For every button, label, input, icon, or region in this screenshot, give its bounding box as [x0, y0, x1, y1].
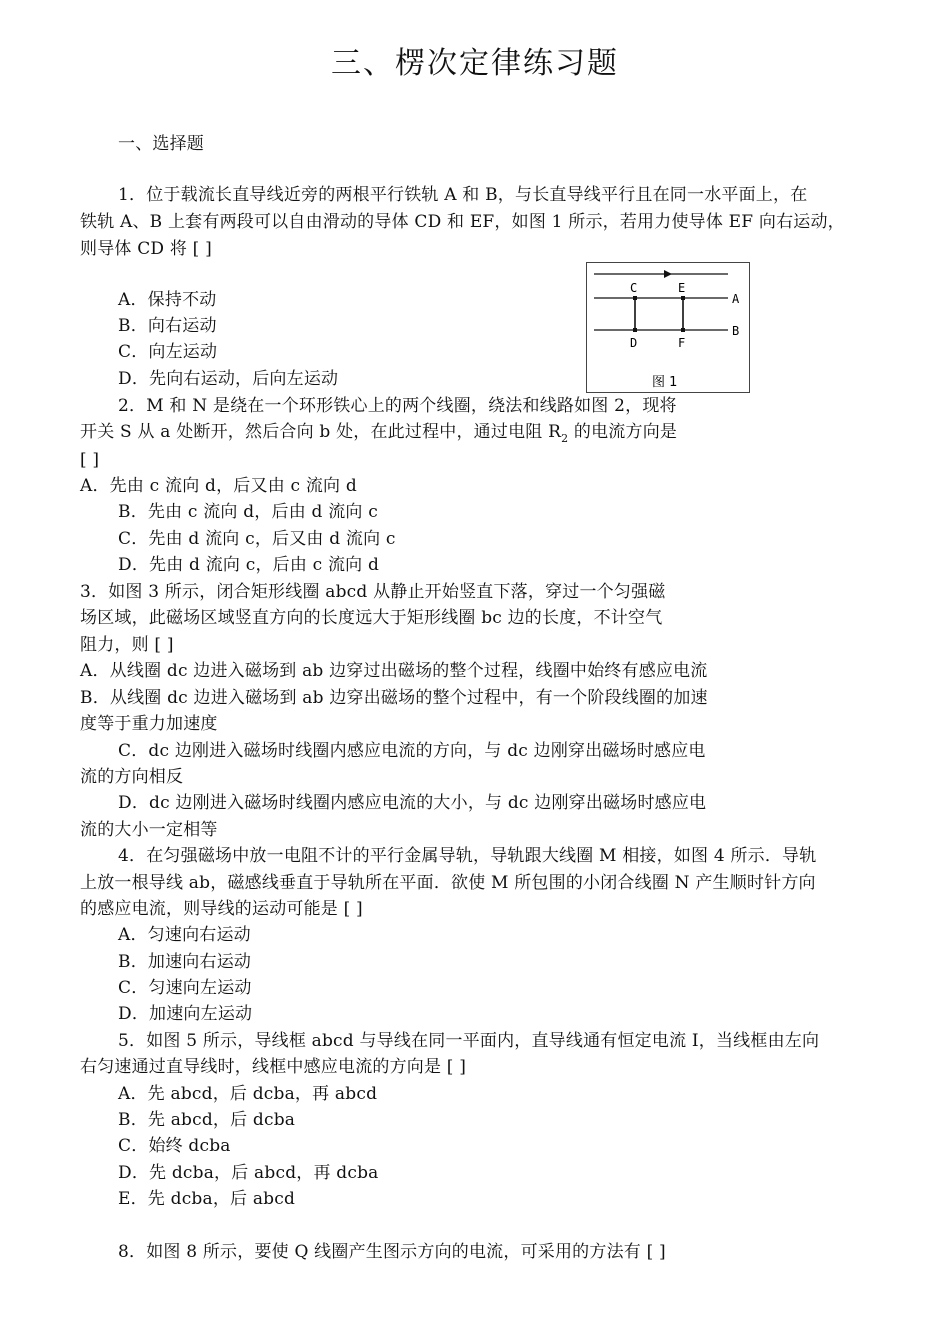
- q3-line-3: 阻力，则 [ ]: [80, 635, 174, 655]
- label-c: C: [630, 281, 638, 295]
- q3-option-c-line-2: 流的方向相反: [80, 767, 184, 787]
- point-c-mark: [633, 296, 637, 300]
- q3-option-b-line-1: B．从线圈 dc 边进入磁场到 ab 边穿出磁场的整个过程中，有一个阶段线圈的加速: [80, 688, 708, 708]
- q2-option-c: C．先由 d 流向 c，后又由 d 流向 c: [118, 529, 396, 549]
- q1-line-1: 1．位于载流长直导线近旁的两根平行铁轨 A 和 B，与长直导线平行且在同一水平面上，在: [118, 185, 808, 205]
- point-e-mark: [681, 296, 685, 300]
- q5-option-b: B．先 abcd，后 dcba: [118, 1110, 296, 1130]
- q3-line-1: 3．如图 3 所示，闭合矩形线圈 abcd 从静止开始竖直下落，穿过一个匀强磁: [80, 582, 666, 602]
- q1-line-3: 则导体 CD 将 [ ]: [80, 239, 212, 259]
- q8-line-1: 8．如图 8 所示，要使 Q 线圈产生图示方向的电流，可采用的方法有 [ ]: [118, 1242, 666, 1262]
- q2-option-b: B．先由 c 流向 d，后由 d 流向 c: [118, 502, 378, 522]
- figure-1-diagram: [586, 262, 750, 393]
- label-b: B: [732, 324, 740, 338]
- q2-r-subscript: 2: [561, 432, 569, 445]
- q5-option-c: C．始终 dcba: [118, 1136, 231, 1156]
- q2-line-2: 开关 S 从 a 处断开，然后合向 b 处，在此过程中，通过电阻 $R_2$ 的电流方向是: [80, 422, 678, 445]
- label-f: F: [678, 336, 686, 350]
- q3-option-c-line-1: C．dc 边刚进入磁场时线圈内感应电流的方向，与 dc 边刚穿出磁场时感应电: [118, 741, 706, 761]
- q3-option-d-line-1: D．dc 边刚进入磁场时线圈内感应电流的大小，与 dc 边刚穿出磁场时感应电: [118, 793, 707, 813]
- q3-option-d-line-2: 流的大小一定相等: [80, 820, 218, 840]
- q5-option-d: D．先 dcba，后 abcd，再 dcba: [118, 1163, 379, 1183]
- q1-option-c: C．向左运动: [118, 342, 218, 362]
- q5-line-2: 右匀速通过直导线时，线框中感应电流的方向是 [ ]: [80, 1057, 467, 1077]
- q4-option-d: D．加速向左运动: [118, 1004, 253, 1024]
- q1-line-2: 铁轨 A、B 上套有两段可以自由滑动的导体 CD 和 EF，如图 1 所示，若用力使导体 EF 向右运动，: [80, 212, 845, 232]
- label-e: E: [678, 281, 686, 295]
- current-arrow: [664, 270, 672, 278]
- q2-line-1: 2．M 和 N 是绕在一个环形铁心上的两个线圈，绕法和线路如图 2，现将: [118, 396, 677, 416]
- q4-line-1: 4．在匀强磁场中放一电阻不计的平行金属导轨，导轨跟大线圈 M 相接，如图 4 所示．导轨: [118, 846, 817, 866]
- figure-1-border: [587, 263, 750, 393]
- q2-line-3: [ ]: [80, 450, 100, 470]
- q5-option-a: A．先 abcd，后 dcba，再 abcd: [118, 1084, 378, 1104]
- point-f-mark: [681, 328, 685, 332]
- q2-option-d: D．先由 d 流向 c，后由 c 流向 d: [118, 555, 380, 575]
- section-heading: 一、选择题: [118, 134, 204, 154]
- q4-line-2: 上放一根导线 ab，磁感线垂直于导轨所在平面．欲使 M 所包围的小闭合线圈 N 产生顺时针方向: [80, 873, 816, 893]
- label-a: A: [732, 292, 740, 306]
- q4-line-3: 的感应电流，则导线的运动可能是 [ ]: [80, 899, 363, 919]
- page-title: 三、楞次定律练习题: [331, 46, 619, 81]
- q5-option-e: E．先 dcba，后 abcd: [118, 1189, 296, 1209]
- q3-option-a: A．从线圈 dc 边进入磁场到 ab 边穿过出磁场的整个过程，线圈中始终有感应电流: [80, 661, 708, 681]
- q1-option-b: B．向右运动: [118, 316, 217, 336]
- q1-option-d: D．先向右运动，后向左运动: [118, 369, 339, 389]
- q1-option-a: A．保持不动: [118, 290, 217, 310]
- point-d-mark: [633, 328, 637, 332]
- q3-line-2: 场区域，此磁场区域竖直方向的长度远大于矩形线圈 bc 边的长度，不计空气: [80, 608, 663, 628]
- q4-option-b: B．加速向右运动: [118, 952, 252, 972]
- label-d: D: [630, 336, 638, 350]
- q4-option-c: C．匀速向左运动: [118, 978, 252, 998]
- q5-line-1: 5．如图 5 所示，导线框 abcd 与导线在同一平面内，直导线通有恒定电流 I，当线框由左向: [118, 1031, 820, 1051]
- q3-option-b-line-2: 度等于重力加速度: [80, 714, 218, 734]
- figure-1-caption: 图 1: [652, 375, 678, 390]
- q4-option-a: A．匀速向右运动: [118, 925, 251, 945]
- q2-option-a: A．先由 c 流向 d，后又由 c 流向 d: [80, 476, 357, 496]
